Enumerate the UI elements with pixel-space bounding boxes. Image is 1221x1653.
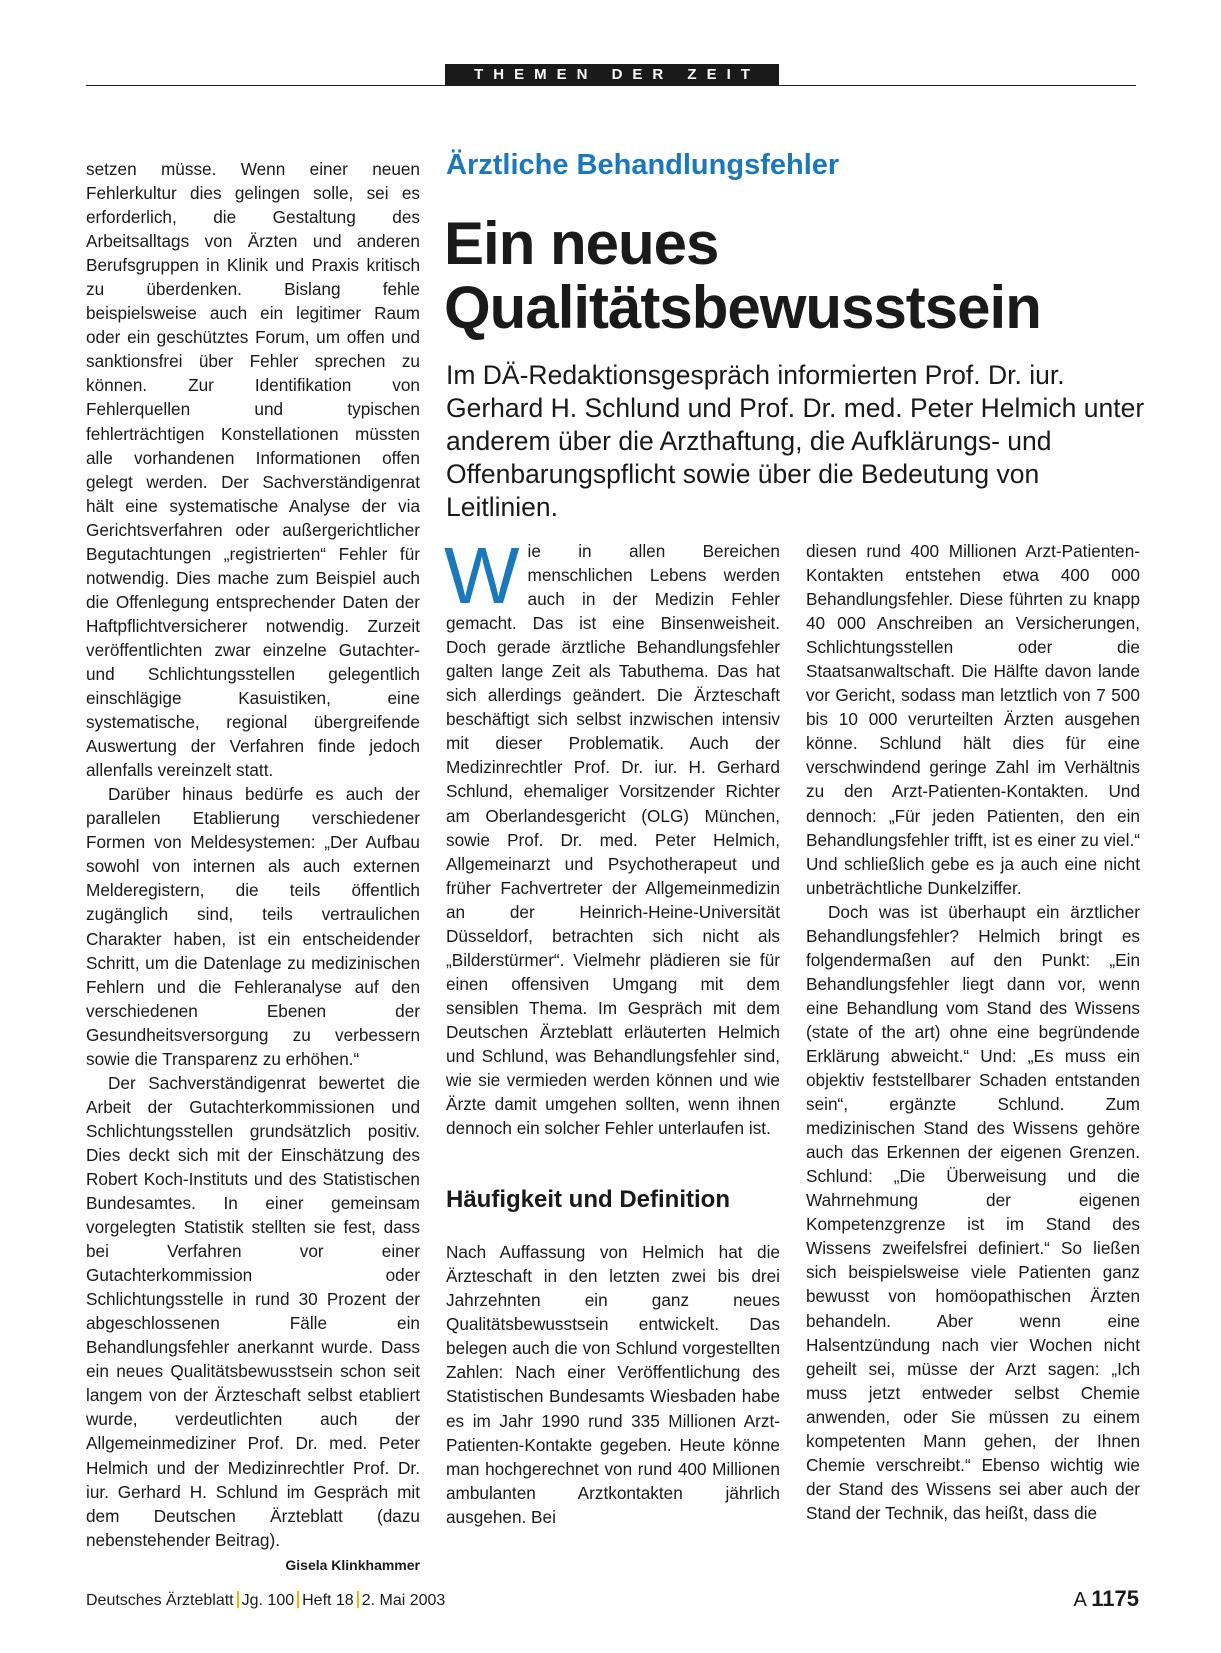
paragraph: Doch was ist überhaupt ein ärztlicher Behandlungsfehler? Helmich bringt es folgendermaßen auf den Punkt: „Ein Behandlungsfehler liegt dann vor, wenn eine Behandlung vom Stand des Wissens (state of the art) ohne eine begründende Erklärung abweicht.“ Und: „Es muss ein objektiv feststellbarer Schaden entstanden sein“, ergänzte Schlund. Zum medizinischen Stand des Wissens gehöre auch das Erkennen der eigenen Grenzen. Schlund: „Die Überweisung und die Wahrnehmung der eigenen Kompetenzgrenze ist im Stand des Wissens zweifelsfrei definiert.“ So ließen sich beispielsweise viele Patienten ganz bewusst von homöopathischen Ärzten behandeln. Aber wenn eine Halsentzündung nach vier Wochen nicht geheilt sei, müsse der Arzt sagen: „Ich muss jetzt entweder selbst Chemie anwenden, oder Sie müssen zu einem kompetenten Mann gehen, der Ihnen Chemie verschreibt.“ Ebenso wichtig wie der Stand des Wissens sei aber auch der Stand der Technik, das heißt, dass die [806, 901, 1140, 1523]
paragraph [444, 531, 780, 1140]
paragraph: Darüber hinaus bedürfe es auch der parallelen Etablierung verschiedener Formen von Meldesystemen: „Der Aufbau sowohl von internen als auch externen Melderegistern, die teils öffentlich zugänglich sind, teils vertraulichen Charakter haben, ist ein entscheidender Schritt, um die Datenlage zu medizinischen Fehlern und die Fehleranalyse auf den verschiedenen Ebenen der Gesundheitsversorgung zu verbessern sowie die Transparenz zu erhöhen.“ [86, 784, 420, 1069]
issue: Heft 18 [302, 1592, 354, 1609]
volume: Jg. 100 [241, 1592, 295, 1609]
issue-date: 2. Mai 2003 [361, 1592, 446, 1609]
footer-separator [297, 1591, 299, 1608]
article-kicker: Ärztliche Behandlungsfehler [446, 149, 840, 181]
author-name: Gisela Klinkhammer [285, 1556, 420, 1573]
drop-cap: W [444, 531, 520, 620]
article-title [444, 212, 1144, 340]
paragraph: diesen rund 400 Millionen Arzt-Patienten-Kontakten entstehen etwa 400 000 Behandlungsfehler. Diese führten zu knapp 40 000 Anschreiben an Versicherungen, Schlichtungsstellen oder die Staatsanwaltschaft. Die Hälfte davon lande vor Gericht, sodass man letztlich von 7 500 bis 10 000 verurteilten Ärzten ausgehen könne. Schlund hält dies für eine verschwindend geringe Zahl im Verhältnis zu den Arzt-Patienten-Kontakten. Und dennoch: „Für jeden Patienten, den ein Behandlungsfehler trifft, ist es einer zu viel.“ Und schließlich gebe es ja auch eine nicht unbeträchtliche Dunkelziffer. [806, 541, 1140, 898]
paragraph: Nach Auffassung von Helmich hat die Ärzteschaft in den letzten zwei bis drei Jahrzehnten ein ganz neues Qualitätsbewusstsein entwickelt. Das belegen auch die von Schlund vorgestellten Zahlen: Nach einer Veröffentlichung des Statistischen Bundesamts Wiesbaden habe es im Jahr 1990 rund 335 Millionen Arzt-Patienten-Kontakte gegeben. Heute könne man hochgerechnet von rund 400 Millionen ambulanten Arztkontakten jährlich ausgehen. Bei [446, 1242, 780, 1527]
paragraph-text: ie in allen Bereichen menschlichen Lebens werden auch in der Medizin Fehler gemacht. Das ist eine Binsenweisheit. Doch gerade ärztliche Behandlungsfehler galten lange Zeit als Tabuthema. Das hat sich allerdings geändert. Die Ärzteschaft beschäftigt sich selbst inzwischen intensiv mit dieser Problematik. Auch der Medizinrechtler Prof. Dr. iur. H. Gerhard Schlund, ehemaliger Vorsitzender Richter am Oberlandesgericht (OLG) München, sowie Prof. Dr. med. Peter Helmich, Allgemeinarzt und Psychotherapeut und früher Fachvertreter der Allgemeinmedizin an der Heinrich-Heine-Universität Düsseldorf, betrachten sich nicht als „Bilderstürmer“. Vielmehr plädieren sie für einen offensiven Umgang mit dem sensiblen Thema. Im Gespräch mit dem Deutschen Ärzteblatt erläuterten Helmich und Schlund, was Behandlungsfehler sind, wie sie vermieden werden können und wie Ärzte damit umgehen sollten, wenn ihnen dennoch ein solcher Fehler unterlaufen ist. [446, 541, 780, 1139]
section-tag: THEMEN DER ZEIT [445, 64, 779, 86]
section-subheading: Häufigkeit und Definition [446, 1186, 730, 1214]
paragraph-text: Der Sachverständigenrat bewertet die Arbeit der Gutachterkommissionen und Schlichtungsstellen grundsätzlich positiv. Dies deckt sich mit der Einschätzung des Robert Koch-Instituts und des Statistischen Bundesamtes. In einer gemeinsam vorgelegten Statistik stellten sie fest, dass bei Verfahren vor einer Gutachterkommission oder Schlichtungsstelle in rund 30 Prozent der abgeschlossenen Fälle ein Behandlungsfehler anerkannt wurde. Dass ein neues Qualitätsbewusstsein schon seit langem von der Ärzteschaft selbst etabliert wurde, verdeutlichten auch der Allgemeinmediziner Prof. Dr. med. Peter Helmich und der Medizinrechtler Prof. Dr. iur. Gerhard H. Schlund im Gespräch mit dem Deutschen Ärzteblatt (dazu nebenstehender Beitrag). [86, 1072, 420, 1550]
text-column-1 [86, 157, 420, 1577]
paragraph [86, 1071, 420, 1573]
page-number-value: 1175 [1091, 1586, 1139, 1611]
title-line-1: Ein neues [444, 210, 719, 277]
footer-separator [237, 1591, 239, 1608]
page-footer [86, 1591, 445, 1610]
text-column-3 [806, 539, 1140, 1525]
page-number [1073, 1586, 1139, 1612]
title-line-2: Qualitätsbewusstsein [444, 274, 1041, 341]
paragraph: setzen müsse. Wenn einer neuen Fehlerkultur dies gelingen solle, sei es erforderlich, die Gestaltung des Arbeitsalltags von Ärzten und anderen Berufsgruppen in Klinik und Praxis kritisch zu überdenken. Bislang fehle beispielsweise auch ein legitimer Raum oder ein geschütztes Forum, um offen und sanktionsfrei über Fehler sprechen zu können. Zur Identifikation von Fehlerquellen und typischen fehlerträchtigen Konstellationen müssten alle vorhandenen Informationen offen gelegt werden. Der Sachverständigenrat hält eine systematische Analyse der via Gerichtsverfahren oder außergerichtlicher Begutachtungen „registrierten“ Fehler für notwendig. Dies mache zum Beispiel auch die Offenlegung entsprechender Daten der Haftpflichtversicherer notwendig. Zurzeit veröffentlichten zwar einzelne Gutachter- und Schlichtungsstellen gelegentlich einschlägige Kasuistiken, eine systematische, regional übergreifende Auswertung der Verfahren finde jedoch allenfalls vereinzelt statt. [86, 159, 420, 781]
page-prefix: A [1073, 1589, 1086, 1611]
footer-separator [357, 1591, 359, 1608]
text-column-2 [444, 531, 780, 1529]
article-lead: Im DÄ-Redaktionsgespräch informierten Prof. Dr. iur. Gerhard H. Schlund und Prof. Dr. med. Peter Helmich unter anderem über die Arzthaftung, die Aufklärungs- und Offenbarungspflicht sowie über die Bedeutung von Leitlinien. [446, 360, 1145, 522]
journal-name: Deutsches Ärzteblatt [86, 1592, 234, 1609]
